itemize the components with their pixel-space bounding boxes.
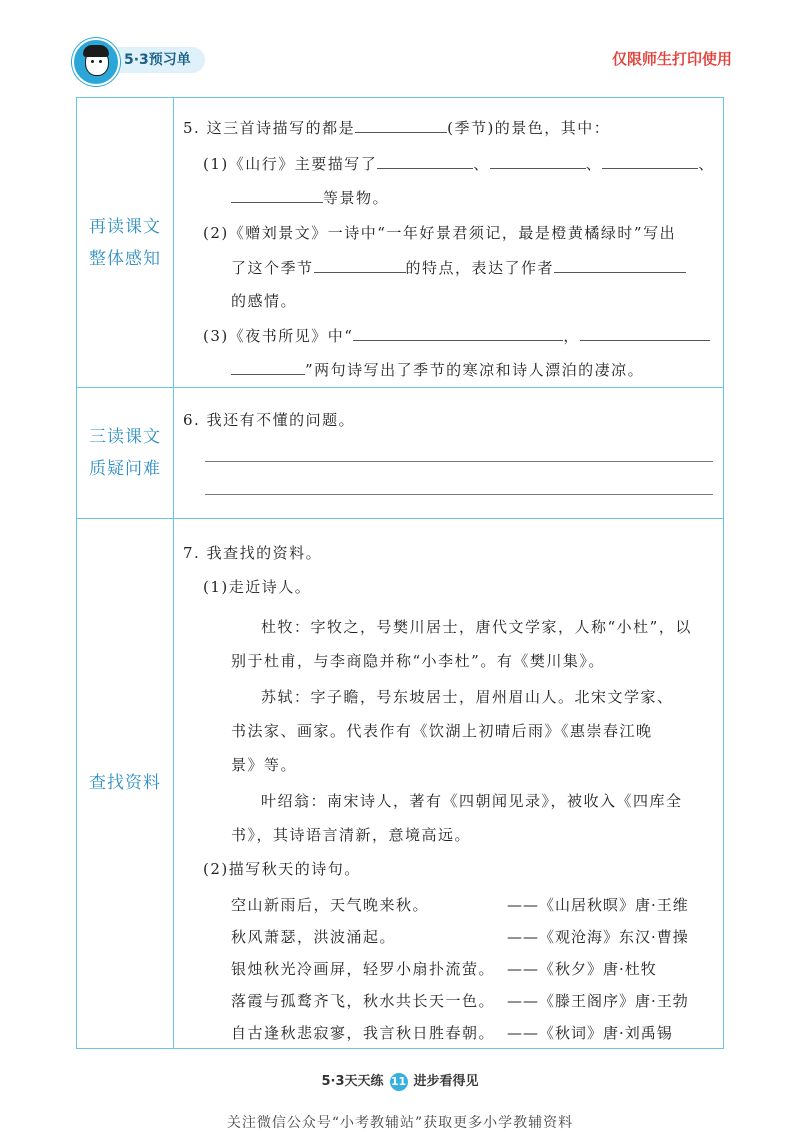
answer-blank-scene-1[interactable]: [377, 152, 473, 169]
answer-blank-poem-line-1[interactable]: [353, 324, 563, 341]
series-badge-text: 5·3预习单: [124, 52, 191, 68]
section-label: 三读课文 质疑问难: [77, 387, 174, 518]
bottom-note: 关注微信公众号“小考教辅站”获取更多小学教辅资料: [226, 1115, 574, 1131]
poem-source: ——《秋词》唐·刘禹锡: [507, 1024, 673, 1042]
answer-line-1[interactable]: [205, 461, 713, 462]
page-header: [72, 38, 732, 82]
poem-source: ——《滕王阁序》唐·王勃: [507, 992, 689, 1010]
worksheet-table: [76, 97, 724, 1049]
answer-blank-feature[interactable]: [314, 256, 406, 273]
poem-line: 秋风萧瑟，洪波涌起。: [231, 928, 397, 946]
poem-line: 空山新雨后，天气晚来秋。: [231, 896, 430, 914]
answer-line-2[interactable]: [205, 494, 713, 495]
answer-blank-feeling[interactable]: [554, 256, 686, 273]
poem-source: ——《秋夕》唐·杜牧: [507, 960, 657, 978]
usage-restriction: 仅限师生打印使用: [611, 50, 732, 68]
page-footer: [0, 1070, 800, 1091]
footer-series: 5·3天天练: [321, 1074, 384, 1089]
poem-source: ——《山居秋暝》唐·王维: [507, 896, 689, 914]
series-badge: [106, 47, 205, 73]
section-question-doubts: [77, 387, 723, 519]
poem-line: 自古逢秋悲寂寥，我言秋日胜春朝。: [231, 1024, 496, 1042]
question-6: 6. 我还有不懂的问题。: [173, 387, 723, 518]
section-research: [77, 518, 723, 1048]
poem-line: 银烛秋光冷画屏，轻罗小扇扑流萤。: [231, 960, 496, 978]
answer-blank-poem-line-2a[interactable]: [580, 324, 710, 341]
mascot-logo-icon: [72, 38, 120, 86]
poem-source: ——《观沧海》东汉·曹操: [507, 928, 689, 946]
answer-blank-scene-4[interactable]: [231, 186, 323, 203]
section-reread-overview: [77, 98, 723, 388]
footer-slogan: 进步看得见: [413, 1074, 479, 1089]
page-number: 11: [390, 1073, 408, 1091]
question-7: 7. 我查找的资料。 (1)走近诗人。 杜牧：字牧之，号樊川居士，唐代文学家，人称“小杜”，以 别于杜甫，与李商隐并称“小李杜”。有《樊川集》。 苏轼：字子瞻，号东坡居士，眉州眉山人。北宋文学家、 书法家、画家。代表作有《饮湖上初晴后雨》《惠崇春江晚 景》等。 叶绍翁：南宋诗人，著有《四朝闻见录》，被收入《四库全 书》，其诗语言清新，意境高远。 (2)描写秋天的诗句。 空山新雨后，天气晚来秋。 ——《山居秋暝》唐·王维 秋风萧瑟，洪波涌起。 ——《观沧海》东汉·曹操 银烛秋光冷画屏，轻罗小扇扑流萤。 ——《秋夕》唐·杜牧 落霞与孤鹜齐飞，秋水共长天一色。 ——《滕王阁序》唐·王勃 自古逢秋悲寂寥，我言秋日胜春朝。 ——《秋词》唐·刘禹锡: [183, 544, 692, 1042]
poem-line: 落霞与孤鹜齐飞，秋水共长天一色。: [231, 992, 496, 1010]
answer-blank-scene-3[interactable]: [602, 152, 698, 169]
section-label: 再读课文 整体感知: [77, 98, 174, 387]
section-label: 查找资料: [77, 518, 174, 1048]
answer-blank-poem-line-2b[interactable]: [231, 358, 305, 375]
answer-blank-season[interactable]: [355, 116, 447, 133]
answer-blank-scene-2[interactable]: [490, 152, 586, 169]
question-5: 5. 这三首诗描写的都是 (季节)的景色，其中： (1)《山行》主要描写了 、 、 、 等景物。 (2)《赠刘景文》一诗中“一年好景君须记，最是橙黄橘绿时”写出 了这个季节 的特点，表达了作者 的感情。 (3)《夜书所见》中“ ， ”两句诗写出了季节的寒凉和诗人漂泊的凄凉。: [173, 98, 723, 387]
